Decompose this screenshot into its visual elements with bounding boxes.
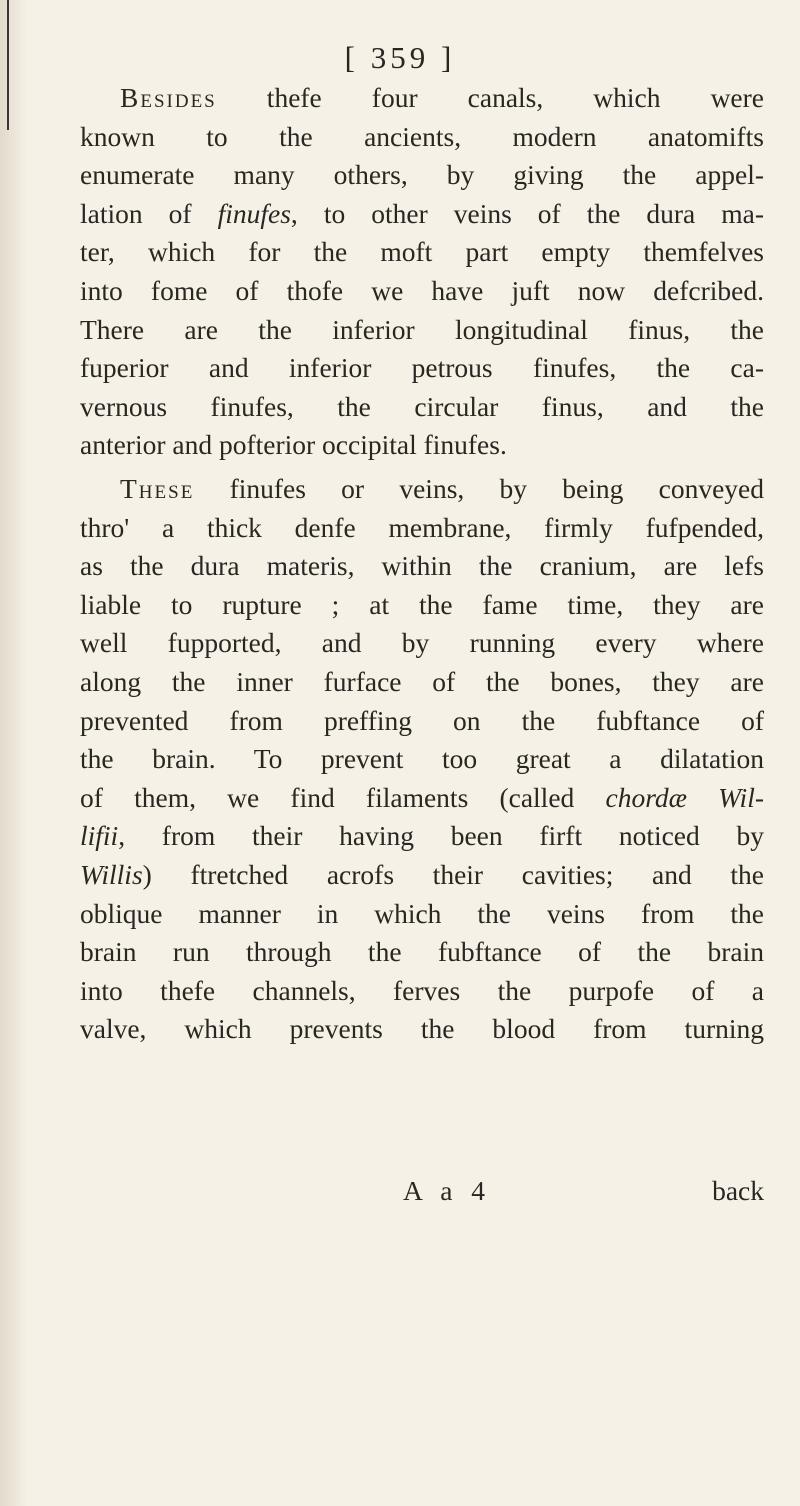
text-line: oblique manner in which the veins from the	[80, 897, 764, 929]
text-line: There are the inferior longitudinal finus, the	[80, 313, 764, 345]
text-line: enumerate many others, by giving the appel-	[80, 159, 764, 191]
text-line: known to the ancients, modern anatomifts	[80, 120, 764, 152]
signature-mark: A a 4	[403, 1175, 492, 1206]
text-line: anterior and pofterior occipital finufes.	[80, 429, 507, 461]
paragraph-2	[80, 470, 764, 1049]
text-line: vernous finufes, the circular finus, and the	[80, 390, 764, 422]
text-line: valve, which prevents the blood from turning	[80, 1013, 764, 1045]
page-number: [ 359 ]	[344, 40, 456, 75]
text-line: into thefe channels, ferves the purpofe of a	[80, 974, 764, 1006]
italic-term: lifii	[80, 820, 119, 852]
text-line: lation of finufes, to other veins of the dura ma-	[80, 197, 764, 229]
text-line: well fupported, and by running every where	[80, 627, 764, 659]
text-line: brain run through the fubftance of the brain	[80, 936, 764, 968]
page-footer	[80, 1175, 764, 1213]
text-line: ter, which for the moft part empty themfelves	[80, 236, 764, 268]
drop-word: These	[120, 473, 195, 504]
text-line: thro' a thick denfe membrane, firmly fufpended,	[80, 511, 764, 543]
drop-word: Besides	[120, 82, 217, 113]
text-line: These finufes or veins, by being conveyed	[120, 473, 764, 504]
page-gutter-shadow	[0, 0, 28, 1506]
text-line: lifii, from their having been firft noticed by	[80, 820, 764, 852]
italic-term: Willis	[80, 858, 143, 890]
text-line: prevented from preffing on the fubftance of	[80, 704, 764, 736]
text-line: into fome of thofe we have juft now defcribed.	[80, 274, 764, 306]
italic-term: chordæ Wil-	[605, 781, 764, 813]
text-line: of them, we find filaments (called chordæ Wil-	[80, 781, 764, 813]
text-line: Willis) ftretched acrofs their cavities; and the	[80, 858, 764, 890]
text-line: as the dura materis, within the cranium, are lefs	[80, 550, 764, 582]
paragraph-1	[80, 79, 764, 465]
text-line: Besides thefe four canals, which were	[120, 82, 764, 113]
text-line: liable to rupture ; at the fame time, they are	[80, 588, 764, 620]
text-line: along the inner furface of the bones, they are	[80, 665, 764, 697]
text-line: the brain. To prevent too great a dilatation	[80, 743, 764, 775]
italic-term: finufes	[217, 197, 291, 229]
catchword: back	[712, 1175, 764, 1206]
text-line: fuperior and inferior petrous finufes, the ca-	[80, 352, 764, 384]
